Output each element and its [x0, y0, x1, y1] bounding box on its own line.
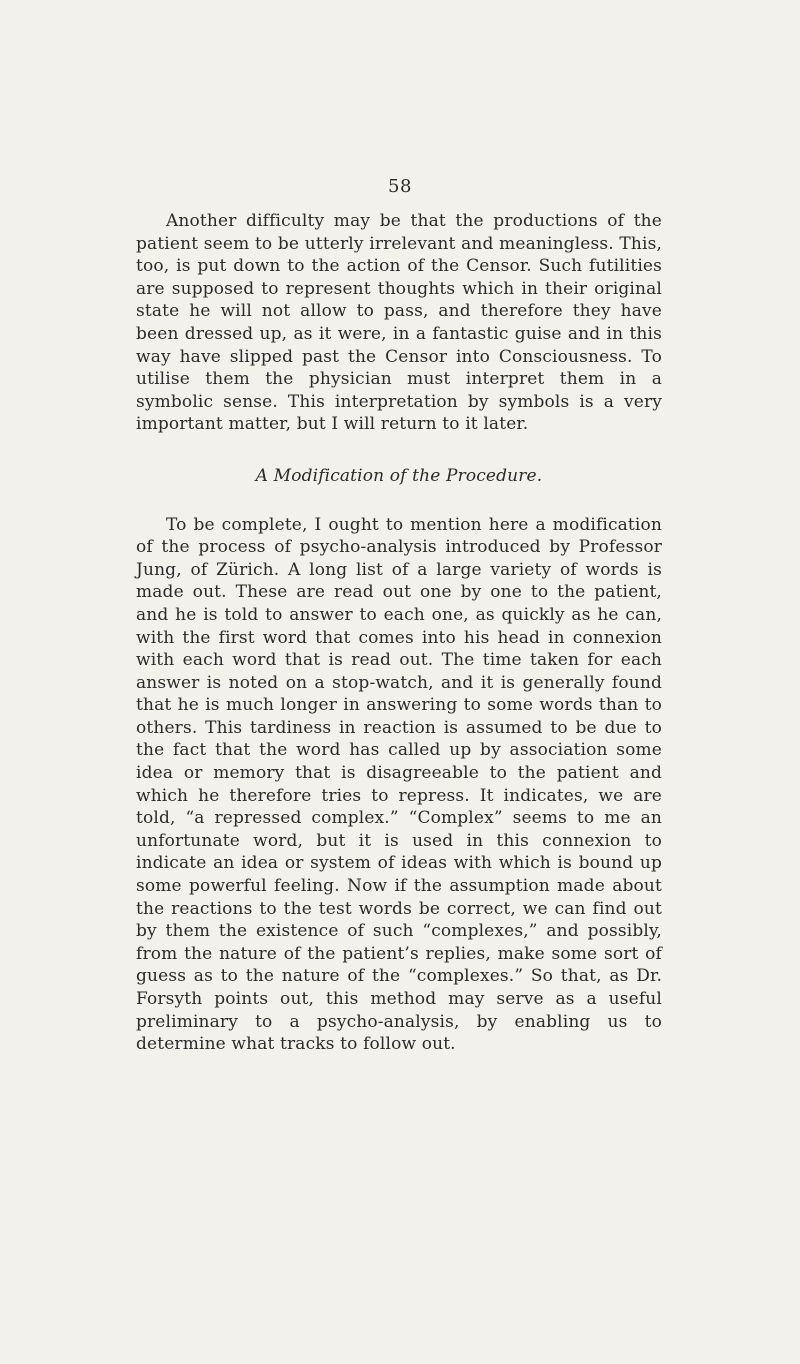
paragraph-2: To be complete, I ought to mention here a modification of the process of psycho-analysis introduced by Professor Jung, of Zürich. A long list of a large variety of words is made out. These are read out one by one to the patient, and he is told to answer to each one, as quickly as he can, with the first word that comes into his head in connexion with each word that is read out. The time taken for each answer is noted on a stop-watch, and it is generally found that he is much longer in answering to some words than to others. This tardiness in reaction is assumed to be due to the fact that the word has called up by association some idea or memory that is disagreeable to the patient and which he therefore tries to repress. It indicates, we are told, “a repressed complex.” “Complex” seems to me an unfortunate word, but it is used in this connexion to indicate an idea or system of ideas with which is bound up some powerful feeling. Now if the assumption made about the reactions to the test words be correct, we can find out by them the existence of such “complexes,” and possibly, from the nature of the patient’s replies, make some sort of guess as to the nature of the “complexes.” So that, as Dr. Forsyth points out, this method may serve as a useful preliminary to a psycho-analysis, by enabling us to determine what tracks to follow out. — [136, 514, 662, 1055]
paragraph-1: Another difficulty may be that the productions of the patient seem to be utterly irrelevant and meaningless. This, too, is put down to the action of the Censor. Such futilities are supposed to represent thoughts which in their original state he will not allow to pass, and therefore they have been dressed up, as it were, in a fantastic guise and in this way have slipped past the Censor into Consciousness. To utilise them the physician must interpret them in a symbolic sense. This interpretation by symbols is a very important matter, but I will return to it later. — [136, 211, 662, 435]
page-number: 58 — [388, 176, 412, 197]
section-heading: A Modification of the Procedure. — [255, 465, 543, 486]
body-text — [136, 210, 662, 1056]
